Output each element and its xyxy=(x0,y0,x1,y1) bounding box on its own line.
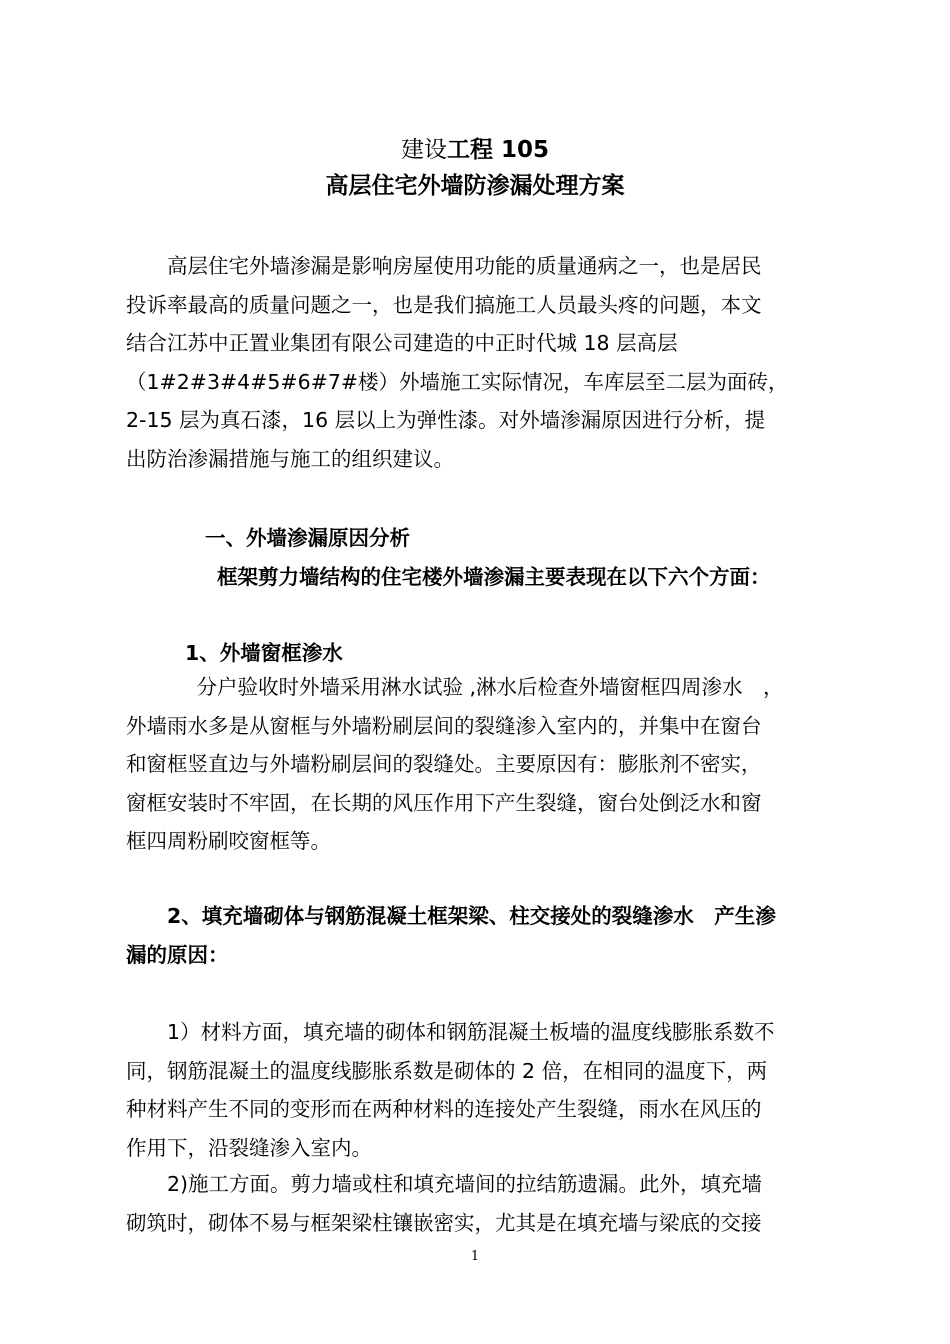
document-title-line2: 高层住宅外墙防渗漏处理方案 xyxy=(325,173,625,199)
paragraph-line: 出防治渗漏措施与施工的组织建议。 xyxy=(126,446,454,471)
paragraph-line: 2)施工方面。剪力墙或柱和填充墙间的拉结筋遗漏。此外，填充墙 xyxy=(126,1172,763,1196)
paragraph-line: 和窗框竖直边与外墙粉刷层间的裂缝处。主要原因有：膨胀剂不密实， xyxy=(126,752,762,776)
paragraph-line: 种材料产生不同的变形而在两种材料的连接处产生裂缝，雨水在风压的 xyxy=(126,1097,762,1121)
intro-paragraph xyxy=(126,247,826,478)
title-project-number: 工程 105 xyxy=(446,137,550,163)
item2-point2-paragraph xyxy=(126,1165,826,1242)
paragraph-line: 2-15 层为真石漆，16 层以上为弹性漆。对外墙渗漏原因进行分析，提 xyxy=(126,408,766,432)
page-number: 1 xyxy=(470,1249,480,1264)
paragraph-line: 框四周粉刷咬窗框等。 xyxy=(126,829,331,853)
paragraph-line: 窗框安装时不牢固，在长期的风压作用下产生裂缝，窗台处倒泛水和窗 xyxy=(126,790,762,815)
paragraph-line: 砌筑时，砌体不易与框架梁柱镶嵌密实，尤其是在填充墙与梁底的交接 xyxy=(126,1210,762,1235)
paragraph-line: 外墙雨水多是从窗框与外墙粉刷层间的裂缝渗入室内的，并集中在窗台 xyxy=(126,713,762,738)
title-prefix: 建设 xyxy=(400,137,447,163)
paragraph-line: 投诉率最高的质量问题之一，也是我们搞施工人员最头疼的问题，本文 xyxy=(126,292,762,317)
item1-paragraph xyxy=(126,668,826,861)
paragraph-line: 高层住宅外墙渗漏是影响房屋使用功能的质量通病之一，也是居民 xyxy=(126,254,762,278)
item1-heading: 1、外墙窗框渗水 xyxy=(185,641,343,665)
paragraph-line: 1）材料方面，填充墙的砌体和钢筋混凝土板墙的温度线膨胀系数不 xyxy=(126,1020,775,1044)
paragraph-line: 同，钢筋混凝土的温度线膨胀系数是砌体的 2 倍，在相同的温度下，两 xyxy=(126,1058,768,1083)
section1-heading: 一、外墙渗漏原因分析 xyxy=(205,526,410,550)
item2-heading xyxy=(126,897,826,974)
paragraph-line: 结合江苏中正置业集团有限公司建造的中正时代城 18 层高层 xyxy=(126,331,678,355)
paragraph-line: 分户验收时外墙采用淋水试验 ,淋水后检查外墙窗框四周渗水 ， xyxy=(176,675,784,699)
section1-subheading: 框架剪力墙结构的住宅楼外墙渗漏主要表现在以下六个方面： xyxy=(217,565,771,589)
document-title-line1 xyxy=(0,134,950,166)
paragraph-line: （1#2#3#4#5#6#7#楼）外墙施工实际情况，车库层至二层为面砖， xyxy=(126,369,789,394)
item2-point1-paragraph xyxy=(126,1013,826,1167)
paragraph-line: 作用下，沿裂缝渗入室内。 xyxy=(126,1135,372,1160)
heading-line: 漏的原因： xyxy=(126,942,229,967)
heading-line: 2、填充墙砌体与钢筋混凝土框架梁、柱交接处的裂缝渗水 产生渗 xyxy=(126,904,776,928)
